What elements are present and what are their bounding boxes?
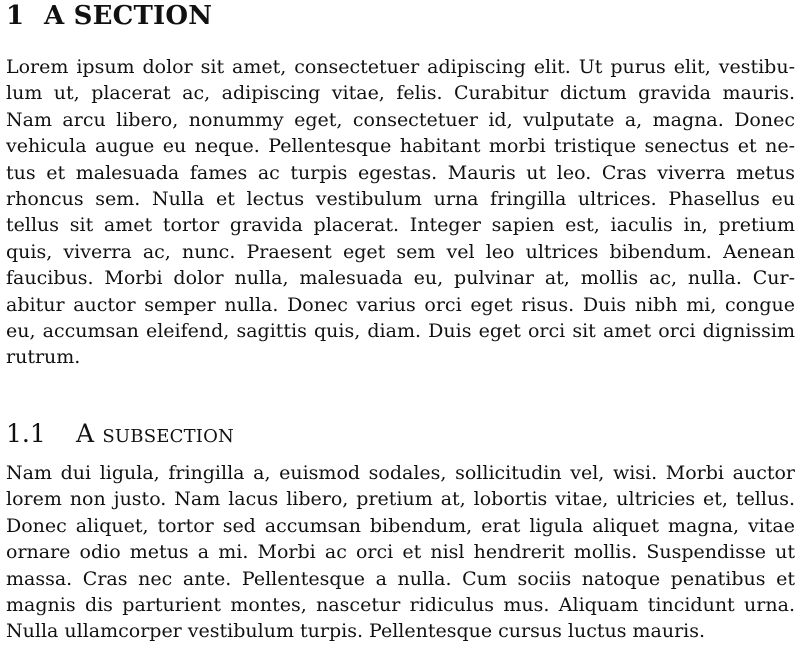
paragraph-line: eu, accumsan eleifend, sagittis quis, diam. Duis eget orci sit amet orci dignissim (6, 320, 795, 343)
paragraph-line: massa. Cras nec ante. Pellentesque a nulla. Cum sociis natoque penatibus et (6, 567, 795, 590)
paragraph-line: Nam dui ligula, fringilla a, euismod sodales, sollicitudin vel, wisi. Morbi auctor (6, 462, 795, 484)
subsection-title: A subsection (76, 419, 234, 448)
paragraph-line: rutrum. (6, 346, 81, 369)
paragraph-line: Lorem ipsum dolor sit amet, consectetuer adipiscing elit. Ut purus elit, vestibu- (6, 56, 795, 78)
section-paragraph (6, 54, 795, 371)
paragraph-line: quis, viverra ac, nunc. Praesent eget sem vel leo ultrices bibendum. Aenean (6, 240, 795, 263)
section-title: A SECTION (44, 1, 213, 31)
paragraph-line: vehicula augue eu neque. Pellentesque habitant morbi tristique senectus et ne- (6, 135, 795, 158)
paragraph-line: Nam arcu libero, nonummy eget, consectetuer id, vulputate a, magna. Donec (6, 108, 795, 131)
section-number: 1 (6, 1, 25, 31)
subsection-paragraph (6, 460, 795, 645)
subsection-number: 1.1 (6, 419, 46, 448)
section-heading (6, 1, 212, 31)
paragraph-line: Nulla ullamcorper vestibulum turpis. Pellentesque cursus luctus mauris. (6, 620, 706, 643)
paragraph-line: rhoncus sem. Nulla et lectus vestibulum urna fringilla ultrices. Phasellus eu (6, 188, 795, 211)
paragraph-line: tus et malesuada fames ac turpis egestas. Mauris ut leo. Cras viverra metus (6, 161, 795, 184)
paragraph-line: tellus sit amet tortor gravida placerat. Integer sapien est, iaculis in, pretium (6, 214, 795, 237)
paragraph-line: magnis dis parturient montes, nascetur ridiculus mus. Aliquam tincidunt urna. (6, 594, 795, 617)
paragraph-line: abitur auctor semper nulla. Donec varius orci eget risus. Duis nibh mi, congue (6, 293, 795, 316)
paragraph-line: ornare odio metus a mi. Morbi ac orci et nisl hendrerit mollis. Suspendisse ut (6, 541, 795, 564)
paragraph-line: faucibus. Morbi dolor nulla, malesuada eu, pulvinar at, mollis ac, nulla. Cur- (6, 267, 795, 290)
paragraph-line: lum ut, placerat ac, adipiscing vitae, felis. Curabitur dictum gravida mauris. (6, 82, 795, 105)
paragraph-line: lorem non justo. Nam lacus libero, pretium at, lobortis vitae, ultricies et, tellus. (6, 488, 795, 511)
subsection-heading (6, 420, 234, 448)
paragraph-line: Donec aliquet, tortor sed accumsan bibendum, erat ligula aliquet magna, vitae (6, 514, 795, 537)
